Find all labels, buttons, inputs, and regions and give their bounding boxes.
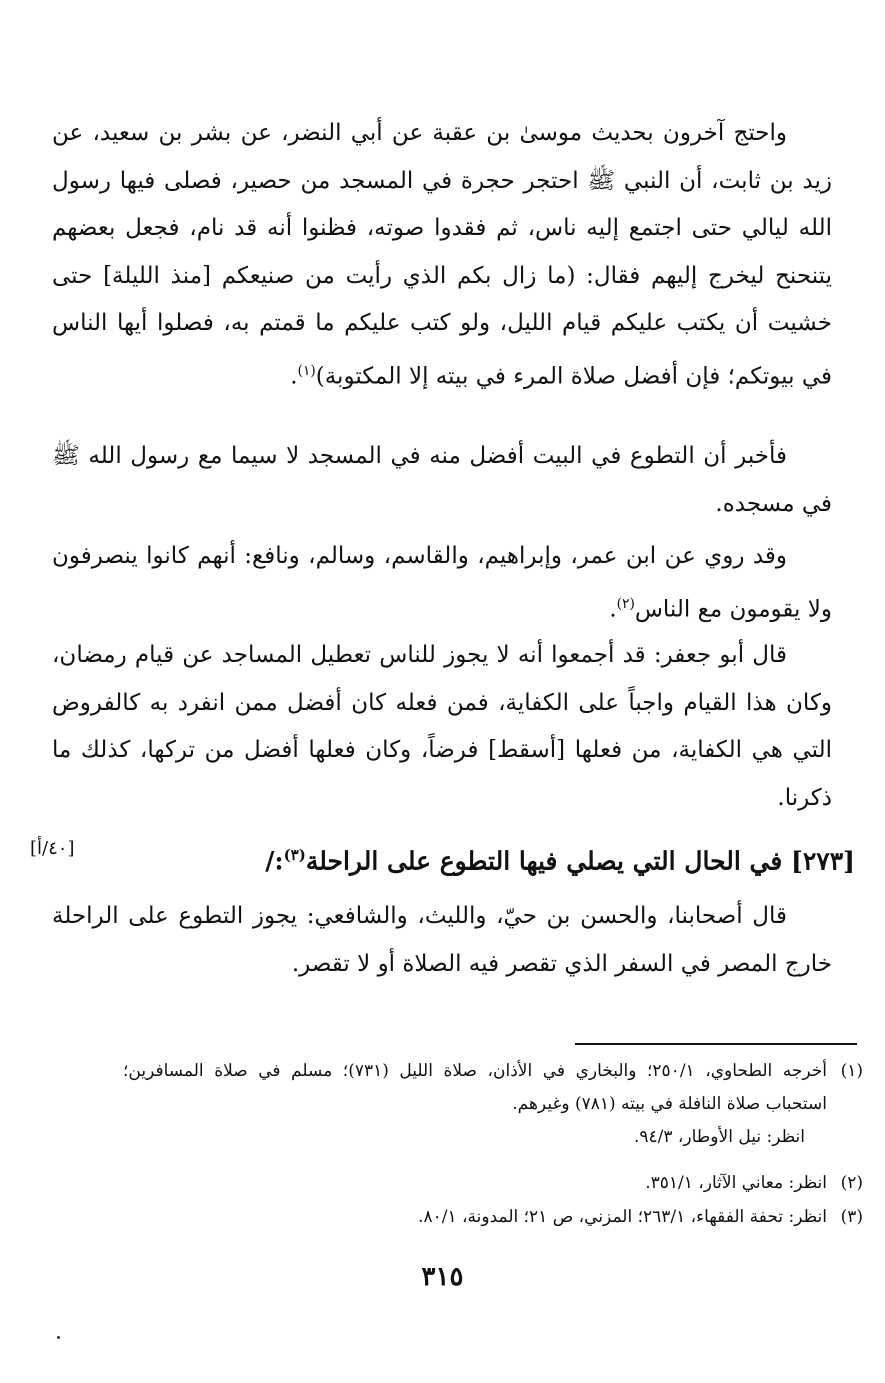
footnote-1-extra: انظر: نيل الأوطار، ٩٤/٣. — [633, 1127, 805, 1147]
paragraph-3-text: وقد روي عن ابن عمر، وإبراهيم، والقاسم، وسالم، ونافع: أنهم كانوا ينصرفون ولا يقومون مع الناس — [52, 543, 832, 623]
footnote-marker-1[interactable]: (١) — [297, 362, 316, 379]
scan-speck — [57, 1336, 60, 1339]
footnote-marker-3[interactable]: (٣) — [283, 846, 306, 864]
footnote-2 — [123, 1167, 863, 1200]
paragraph-1 — [52, 110, 832, 401]
section-heading — [125, 830, 855, 886]
paragraph-4 — [52, 632, 832, 822]
footnote-1-number: (١) — [840, 1061, 863, 1081]
section-number: [٢٧٣] — [791, 846, 855, 876]
paragraph-1-period: . — [290, 363, 298, 390]
paragraph-5-text: قال أصحابنا، والحسن بن حيّ، والليث، والشافعي: يجوز التطوع على الراحلة خارج المصر في السفر الذي تقصر فيه الصلاة أو لا تقصر. — [52, 903, 832, 977]
paragraph-1-text: واحتج آخرون بحديث موسىٰ بن عقبة عن أبي النضر، عن بشر بن سعيد، عن زيد بن ثابت، أن النبي ﷺ احتجر حجرة في المسجد من حصير، فصلى فيها رسول الله ليالي حتى اجتمع إليه ناس، ثم فقدوا صوته، فظنوا أنه قد نام، فجعل بعضهم يتنحنح ليخرج إليهم فقال: (ما زال بكم الذي رأيت من صنيعكم [منذ الليلة] حتى خشيت أن يكتب عليكم قيام الليل، ولو كتب عليكم ما قمتم به، فصلوا أيها الناس في بيوتكم؛ فإن أفضل صلاة المرء في بيته إلا المكتوبة) — [52, 120, 833, 390]
section-title-suffix: :/ — [265, 846, 284, 876]
footnote-separator — [575, 1043, 857, 1045]
footnote-3-text: انظر: تحفة الفقهاء، ٢٦٣/١؛ المزني، ص ٢١؛ المدونة، ٨٠/١. — [418, 1207, 827, 1227]
paragraph-3-period: . — [609, 596, 617, 623]
paragraph-2 — [52, 433, 832, 528]
footnote-2-text: انظر: معاني الآثار، ٣٥١/١. — [645, 1173, 827, 1193]
section-title: في الحال التي يصلي فيها التطوع على الراحلة — [305, 846, 783, 876]
paragraph-3 — [52, 533, 832, 634]
paragraph-2-text: فأخبر أن التطوع في البيت أفضل منه في المسجد لا سيما مع رسول الله ﷺ في مسجده. — [52, 443, 832, 517]
footnote-2-number: (٢) — [840, 1173, 863, 1193]
paragraph-5 — [52, 893, 832, 988]
footnote-marker-2[interactable]: (٢) — [616, 595, 635, 612]
footnote-3-number: (٣) — [840, 1207, 863, 1227]
footnote-1 — [123, 1055, 863, 1154]
page-number: ٣١٥ — [421, 1262, 464, 1292]
manuscript-folio-marker: [٤٠/أ] — [30, 838, 75, 859]
footnote-1-text: أخرجه الطحاوي، ٢٥٠/١؛ والبخاري في الأذان، صلاة الليل (٧٣١)؛ مسلم في صلاة المسافرين؛ استحباب صلاة النافلة في بيته (٧٨١) وغيرهم. — [123, 1061, 827, 1114]
footnote-3 — [123, 1201, 863, 1234]
paragraph-4-text: قال أبو جعفر: قد أجمعوا أنه لا يجوز للناس تعطيل المساجد عن قيام رمضان، وكان هذا القيام واجباً على الكفاية، فمن فعله كان أفضل ممن انفرد به كالفروض التي هي الكفاية، من فعلها [أسقط] فرضاً، وكان فعلها أفضل من تركها، كذلك ما ذكرنا. — [52, 642, 832, 811]
